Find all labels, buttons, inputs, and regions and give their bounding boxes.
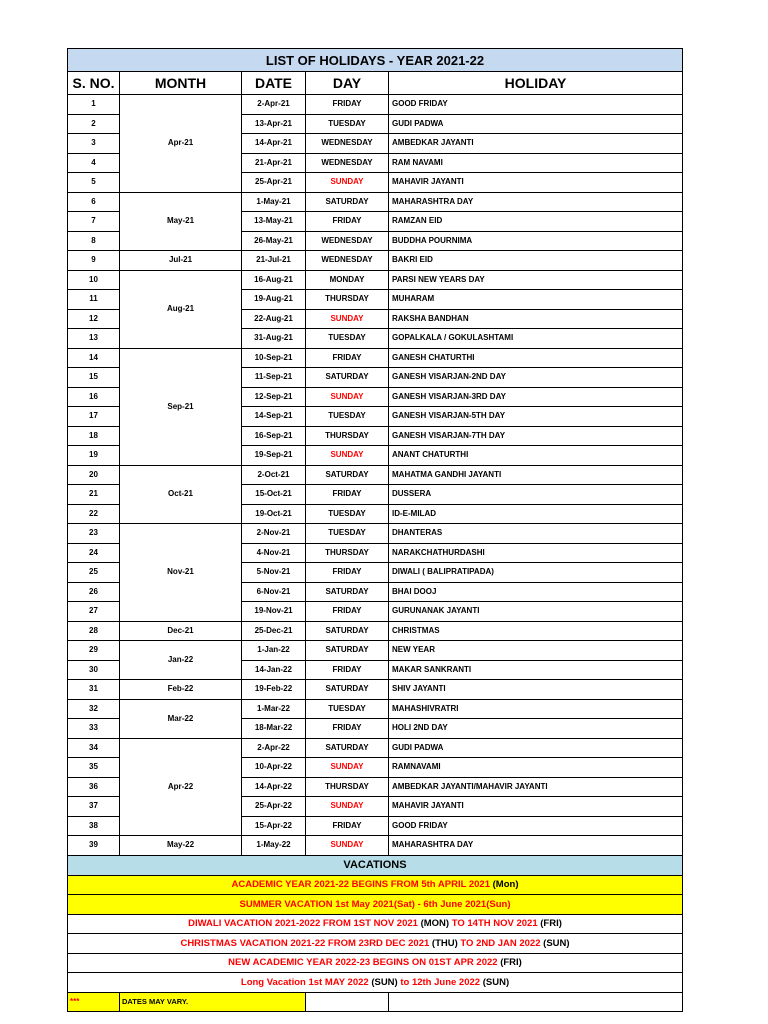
serial-number-cell: 34 xyxy=(68,738,120,758)
month-cell: Sep-21 xyxy=(120,348,242,465)
date-cell: 19-Sep-21 xyxy=(242,446,306,466)
vacation-text-part: (THU) xyxy=(431,937,461,949)
vacation-row xyxy=(68,953,683,973)
holiday-name-cell: GUDI PADWA xyxy=(389,738,683,758)
holiday-name-cell: MAKAR SANKRANTI xyxy=(389,660,683,680)
day-cell: SATURDAY xyxy=(306,368,389,388)
vacation-line xyxy=(68,914,683,934)
holiday-name-cell: BAKRI EID xyxy=(389,251,683,271)
date-cell: 14-Jan-22 xyxy=(242,660,306,680)
month-cell: May-22 xyxy=(120,836,242,856)
month-cell: Jul-21 xyxy=(120,251,242,271)
holiday-name-cell: GANESH CHATURTHI xyxy=(389,348,683,368)
month-cell: Apr-22 xyxy=(120,738,242,836)
holiday-row xyxy=(68,251,683,271)
day-cell: TUESDAY xyxy=(306,504,389,524)
holiday-name-cell: PARSI NEW YEARS DAY xyxy=(389,270,683,290)
day-cell: SUNDAY xyxy=(306,309,389,329)
vacation-text-part: DIWALI VACATION 2021-2022 FROM 1ST NOV 2021 xyxy=(188,918,421,929)
vacation-row xyxy=(68,875,683,895)
vacation-text-part: Long Vacation 1st MAY 2022 xyxy=(240,976,372,988)
day-cell: FRIDAY xyxy=(306,212,389,232)
serial-number-cell: 4 xyxy=(68,153,120,173)
serial-number-cell: 32 xyxy=(68,699,120,719)
date-cell: 15-Oct-21 xyxy=(242,485,306,505)
vacation-line xyxy=(68,895,683,915)
day-cell: TUESDAY xyxy=(306,699,389,719)
header-holiday: HOLIDAY xyxy=(389,72,683,95)
month-cell: Aug-21 xyxy=(120,270,242,348)
day-cell: SATURDAY xyxy=(306,738,389,758)
month-cell: Oct-21 xyxy=(120,465,242,524)
holiday-name-cell: AMBEDKAR JAYANTI xyxy=(389,134,683,154)
holiday-name-cell: ANANT CHATURTHI xyxy=(389,446,683,466)
holiday-name-cell: MAHASHIVRATRI xyxy=(389,699,683,719)
holiday-row xyxy=(68,95,683,115)
holiday-name-cell: MAHARASHTRA DAY xyxy=(389,192,683,212)
serial-number-cell: 2 xyxy=(68,114,120,134)
vacation-text-part: SUMMER VACATION 1st May 2021(Sat) - 6th June 2021(Sun) xyxy=(239,898,511,910)
holiday-row xyxy=(68,192,683,212)
date-cell: 21-Jul-21 xyxy=(242,251,306,271)
footer-note: DATES MAY VARY. xyxy=(120,992,306,1012)
day-cell: WEDNESDAY xyxy=(306,231,389,251)
serial-number-cell: 38 xyxy=(68,816,120,836)
vacation-text-part: TO 2ND JAN 2022 xyxy=(460,937,544,949)
serial-number-cell: 31 xyxy=(68,680,120,700)
date-cell: 1-Jan-22 xyxy=(242,641,306,661)
day-cell: SUNDAY xyxy=(306,797,389,817)
vacation-text-part: CHRISTMAS VACATION 2021-22 FROM 23RD DEC 2021 xyxy=(180,937,432,949)
day-cell: FRIDAY xyxy=(306,485,389,505)
vacation-text-part: to 12th June 2022 xyxy=(400,976,483,988)
month-cell: Feb-22 xyxy=(120,680,242,700)
footer-mark: *** xyxy=(68,992,120,1012)
footer-empty-holiday xyxy=(389,992,683,1012)
date-cell: 16-Sep-21 xyxy=(242,426,306,446)
vacation-text-part: NEW ACADEMIC YEAR 2022-23 BEGINS ON 01ST APR 2022 xyxy=(228,957,501,968)
serial-number-cell: 6 xyxy=(68,192,120,212)
footer-empty-day xyxy=(306,992,389,1012)
serial-number-cell: 22 xyxy=(68,504,120,524)
holiday-name-cell: GOPALKALA / GOKULASHTAMI xyxy=(389,329,683,349)
date-cell: 10-Sep-21 xyxy=(242,348,306,368)
date-cell: 13-May-21 xyxy=(242,212,306,232)
holiday-name-cell: SHIV JAYANTI xyxy=(389,680,683,700)
serial-number-cell: 12 xyxy=(68,309,120,329)
day-cell: TUESDAY xyxy=(306,524,389,544)
holiday-name-cell: RAM NAVAMI xyxy=(389,153,683,173)
serial-number-cell: 18 xyxy=(68,426,120,446)
date-cell: 1-May-22 xyxy=(242,836,306,856)
month-cell: Mar-22 xyxy=(120,699,242,738)
date-cell: 18-Mar-22 xyxy=(242,719,306,739)
date-cell: 14-Apr-21 xyxy=(242,134,306,154)
day-cell: WEDNESDAY xyxy=(306,251,389,271)
holiday-name-cell: ID-E-MILAD xyxy=(389,504,683,524)
holiday-name-cell: DHANTERAS xyxy=(389,524,683,544)
serial-number-cell: 28 xyxy=(68,621,120,641)
holiday-name-cell: GANESH VISARJAN-2ND DAY xyxy=(389,368,683,388)
holiday-name-cell: RAKSHA BANDHAN xyxy=(389,309,683,329)
serial-number-cell: 15 xyxy=(68,368,120,388)
month-cell: Dec-21 xyxy=(120,621,242,641)
date-cell: 6-Nov-21 xyxy=(242,582,306,602)
vacation-text-part: (FRI) xyxy=(500,957,522,968)
holiday-name-cell: GANESH VISARJAN-5TH DAY xyxy=(389,407,683,427)
day-cell: THURSDAY xyxy=(306,290,389,310)
day-cell: FRIDAY xyxy=(306,719,389,739)
vacation-line xyxy=(68,934,683,954)
day-cell: SUNDAY xyxy=(306,758,389,778)
serial-number-cell: 24 xyxy=(68,543,120,563)
serial-number-cell: 21 xyxy=(68,485,120,505)
holiday-name-cell: BUDDHA POURNIMA xyxy=(389,231,683,251)
vacation-line xyxy=(68,973,683,993)
holiday-name-cell: RAMNAVAMI xyxy=(389,758,683,778)
holiday-row xyxy=(68,524,683,544)
date-cell: 22-Aug-21 xyxy=(242,309,306,329)
date-cell: 1-May-21 xyxy=(242,192,306,212)
date-cell: 25-Dec-21 xyxy=(242,621,306,641)
holiday-name-cell: BHAI DOOJ xyxy=(389,582,683,602)
serial-number-cell: 37 xyxy=(68,797,120,817)
day-cell: SATURDAY xyxy=(306,465,389,485)
holiday-row xyxy=(68,270,683,290)
date-cell: 25-Apr-22 xyxy=(242,797,306,817)
day-cell: FRIDAY xyxy=(306,660,389,680)
vacation-text-part: (SUN) xyxy=(482,976,510,988)
date-cell: 5-Nov-21 xyxy=(242,563,306,583)
holiday-name-cell: MAHATMA GANDHI JAYANTI xyxy=(389,465,683,485)
holiday-name-cell: RAMZAN EID xyxy=(389,212,683,232)
date-cell: 2-Nov-21 xyxy=(242,524,306,544)
day-cell: SATURDAY xyxy=(306,621,389,641)
serial-number-cell: 3 xyxy=(68,134,120,154)
holiday-name-cell: GURUNANAK JAYANTI xyxy=(389,602,683,622)
date-cell: 14-Apr-22 xyxy=(242,777,306,797)
holiday-name-cell: DUSSERA xyxy=(389,485,683,505)
serial-number-cell: 19 xyxy=(68,446,120,466)
day-cell: SUNDAY xyxy=(306,836,389,856)
serial-number-cell: 33 xyxy=(68,719,120,739)
vacation-text-part: (FRI) xyxy=(540,918,562,929)
header-day: DAY xyxy=(306,72,389,95)
day-cell: WEDNESDAY xyxy=(306,134,389,154)
holiday-name-cell: CHRISTMAS xyxy=(389,621,683,641)
date-cell: 1-Mar-22 xyxy=(242,699,306,719)
holiday-name-cell: MAHARASHTRA DAY xyxy=(389,836,683,856)
day-cell: FRIDAY xyxy=(306,95,389,115)
holiday-row xyxy=(68,621,683,641)
holiday-name-cell: MUHARAM xyxy=(389,290,683,310)
serial-number-cell: 9 xyxy=(68,251,120,271)
serial-number-cell: 11 xyxy=(68,290,120,310)
vacations-title: VACATIONS xyxy=(68,855,683,875)
date-cell: 31-Aug-21 xyxy=(242,329,306,349)
month-cell: Apr-21 xyxy=(120,95,242,193)
serial-number-cell: 23 xyxy=(68,524,120,544)
holiday-row xyxy=(68,465,683,485)
holiday-row xyxy=(68,348,683,368)
serial-number-cell: 25 xyxy=(68,563,120,583)
day-cell: MONDAY xyxy=(306,270,389,290)
holiday-name-cell: MAHAVIR JAYANTI xyxy=(389,797,683,817)
date-cell: 26-May-21 xyxy=(242,231,306,251)
day-cell: THURSDAY xyxy=(306,426,389,446)
day-cell: FRIDAY xyxy=(306,816,389,836)
day-cell: SUNDAY xyxy=(306,387,389,407)
holiday-table xyxy=(67,48,683,1012)
vacation-text-part: (Mon) xyxy=(492,879,519,890)
sheet-title: LIST OF HOLIDAYS - YEAR 2021-22 xyxy=(68,49,683,72)
holiday-row xyxy=(68,699,683,719)
day-cell: THURSDAY xyxy=(306,777,389,797)
serial-number-cell: 8 xyxy=(68,231,120,251)
day-cell: SATURDAY xyxy=(306,641,389,661)
date-cell: 25-Apr-21 xyxy=(242,173,306,193)
day-cell: SATURDAY xyxy=(306,582,389,602)
day-cell: SATURDAY xyxy=(306,680,389,700)
serial-number-cell: 27 xyxy=(68,602,120,622)
day-cell: WEDNESDAY xyxy=(306,153,389,173)
date-cell: 19-Nov-21 xyxy=(242,602,306,622)
vacation-line xyxy=(68,875,683,895)
day-cell: THURSDAY xyxy=(306,543,389,563)
date-cell: 4-Nov-21 xyxy=(242,543,306,563)
date-cell: 2-Oct-21 xyxy=(242,465,306,485)
holiday-name-cell: GANESH VISARJAN-7TH DAY xyxy=(389,426,683,446)
date-cell: 15-Apr-22 xyxy=(242,816,306,836)
date-cell: 16-Aug-21 xyxy=(242,270,306,290)
serial-number-cell: 10 xyxy=(68,270,120,290)
date-cell: 11-Sep-21 xyxy=(242,368,306,388)
serial-number-cell: 39 xyxy=(68,836,120,856)
holiday-name-cell: AMBEDKAR JAYANTI/MAHAVIR JAYANTI xyxy=(389,777,683,797)
serial-number-cell: 1 xyxy=(68,95,120,115)
day-cell: FRIDAY xyxy=(306,563,389,583)
date-cell: 10-Apr-22 xyxy=(242,758,306,778)
day-cell: SATURDAY xyxy=(306,192,389,212)
month-cell: May-21 xyxy=(120,192,242,251)
date-cell: 2-Apr-22 xyxy=(242,738,306,758)
serial-number-cell: 13 xyxy=(68,329,120,349)
holiday-name-cell: NARAKCHATHURDASHI xyxy=(389,543,683,563)
vacation-line xyxy=(68,953,683,973)
serial-number-cell: 36 xyxy=(68,777,120,797)
serial-number-cell: 29 xyxy=(68,641,120,661)
serial-number-cell: 35 xyxy=(68,758,120,778)
serial-number-cell: 20 xyxy=(68,465,120,485)
date-cell: 14-Sep-21 xyxy=(242,407,306,427)
vacation-text-part: ACADEMIC YEAR 2021-22 BEGINS FROM 5th APRIL 2021 xyxy=(231,879,493,890)
month-cell: Jan-22 xyxy=(120,641,242,680)
serial-number-cell: 14 xyxy=(68,348,120,368)
day-cell: TUESDAY xyxy=(306,114,389,134)
holiday-name-cell: GOOD FRIDAY xyxy=(389,95,683,115)
day-cell: TUESDAY xyxy=(306,407,389,427)
vacation-text-part: (SUN) xyxy=(371,976,401,988)
holiday-name-cell: GUDI PADWA xyxy=(389,114,683,134)
serial-number-cell: 26 xyxy=(68,582,120,602)
vacation-row xyxy=(68,973,683,993)
date-cell: 13-Apr-21 xyxy=(242,114,306,134)
day-cell: FRIDAY xyxy=(306,348,389,368)
holiday-name-cell: MAHAVIR JAYANTI xyxy=(389,173,683,193)
serial-number-cell: 5 xyxy=(68,173,120,193)
day-cell: FRIDAY xyxy=(306,602,389,622)
header-month: MONTH xyxy=(120,72,242,95)
holiday-name-cell: DIWALI ( BALIPRATIPADA) xyxy=(389,563,683,583)
holiday-row xyxy=(68,680,683,700)
vacation-text-part: TO 14TH NOV 2021 xyxy=(451,918,541,929)
holiday-list-sheet xyxy=(67,48,683,1012)
header-date: DATE xyxy=(242,72,306,95)
date-cell: 12-Sep-21 xyxy=(242,387,306,407)
holiday-name-cell: GOOD FRIDAY xyxy=(389,816,683,836)
month-cell: Nov-21 xyxy=(120,524,242,622)
day-cell: SUNDAY xyxy=(306,446,389,466)
date-cell: 21-Apr-21 xyxy=(242,153,306,173)
vacation-row xyxy=(68,934,683,954)
holiday-row xyxy=(68,836,683,856)
vacation-text-part: (MON) xyxy=(420,918,452,929)
day-cell: TUESDAY xyxy=(306,329,389,349)
holiday-name-cell: GANESH VISARJAN-3RD DAY xyxy=(389,387,683,407)
day-cell: SUNDAY xyxy=(306,173,389,193)
holiday-row xyxy=(68,738,683,758)
serial-number-cell: 30 xyxy=(68,660,120,680)
holiday-row xyxy=(68,641,683,661)
date-cell: 19-Oct-21 xyxy=(242,504,306,524)
date-cell: 19-Feb-22 xyxy=(242,680,306,700)
header-sno: S. NO. xyxy=(68,72,120,95)
serial-number-cell: 16 xyxy=(68,387,120,407)
footer-row xyxy=(68,992,683,1012)
holiday-name-cell: HOLI 2ND DAY xyxy=(389,719,683,739)
vacation-row xyxy=(68,895,683,915)
vacation-text-part: (SUN) xyxy=(543,937,570,949)
serial-number-cell: 7 xyxy=(68,212,120,232)
date-cell: 19-Aug-21 xyxy=(242,290,306,310)
date-cell: 2-Apr-21 xyxy=(242,95,306,115)
serial-number-cell: 17 xyxy=(68,407,120,427)
vacation-row xyxy=(68,914,683,934)
holiday-name-cell: NEW YEAR xyxy=(389,641,683,661)
